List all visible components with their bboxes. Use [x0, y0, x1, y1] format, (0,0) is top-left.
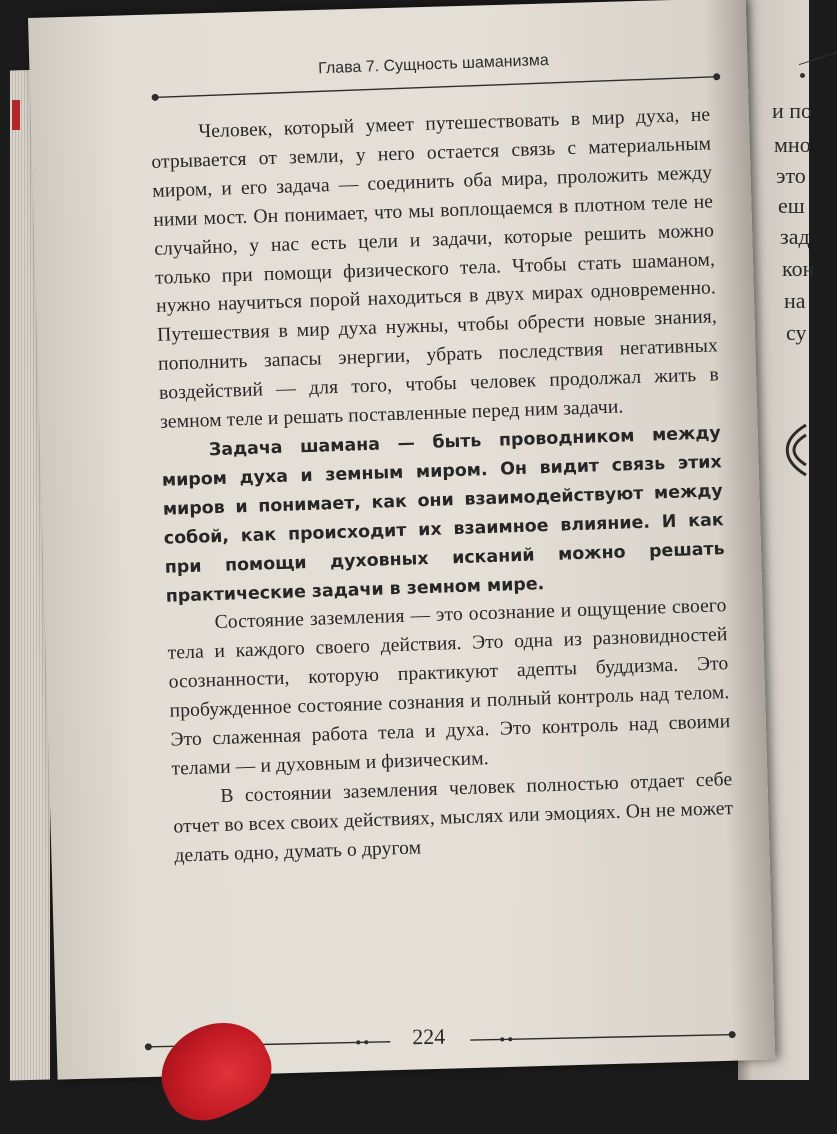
facing-page-rule — [799, 52, 837, 65]
bookmark-ribbon — [12, 100, 20, 130]
facing-page-fragment: еш — [778, 193, 805, 218]
facing-page-fragment: зад — [780, 224, 810, 249]
facing-page-fragment: и по — [772, 98, 813, 123]
paragraph: Состояние заземления — это осознание и ощущение своего тела и каждого своего действия. Это одна из разновидностей осознанности, которую практикуют адепты буддизма. Это пробужденное состояние сознания и полный контроль над телом. Это слаженная работа тела и духа. Это контроль над своими телами — и духовным и физическим. — [167, 595, 731, 780]
facing-page-fragment: мно — [774, 132, 811, 157]
page-number: 224 — [411, 1023, 446, 1050]
facing-page-fragment: на — [784, 288, 806, 313]
facing-page-fragment: кон — [782, 256, 815, 281]
paragraph-bold: Задача шамана — быть проводником между миром духа и земным миром. Он видит связь этих миров и понимает, как они взаимодействуют между собой, как происходит их взаимное влияние. И как при помощи духовных исканий можно решать практические задачи в земном мире. — [161, 423, 725, 607]
paragraph: В состоянии заземления человек полностью отдает себе отчет во всех своих действиях, мыслях или эмоциях. Он не может делать одно, думать о другом — [173, 768, 734, 867]
facing-page-fragment: су — [786, 320, 807, 345]
facing-page-fragment: это — [776, 163, 806, 188]
body-text — [150, 101, 735, 871]
chapter-title: Глава 7. Сущность шаманизма — [317, 51, 549, 78]
facing-page-dot — [800, 73, 805, 78]
paragraph: Человек, который умеет путешествовать в мир духа, не отрывается от земли, у него остается связь с материальным миром, и его задача — соединить оба мира, проложить между ними мост. Он понимает, что мы воплощаемся в плотном теле не случайно, у нас есть цели и задачи, которые решить можно только при помощи физического тела. Чтобы стать шаманом, нужно научиться порой находиться в двух мирах одновременно. Путешествия в мир духа нужны, чтобы обрести новые знания, пополнить запасы энергии, убрать последствия негативных воздействий — для того, чтобы человек продолжал жить в земном теле и решать поставленные перед ним задачи. — [151, 104, 720, 433]
ornament-icon — [776, 420, 816, 480]
